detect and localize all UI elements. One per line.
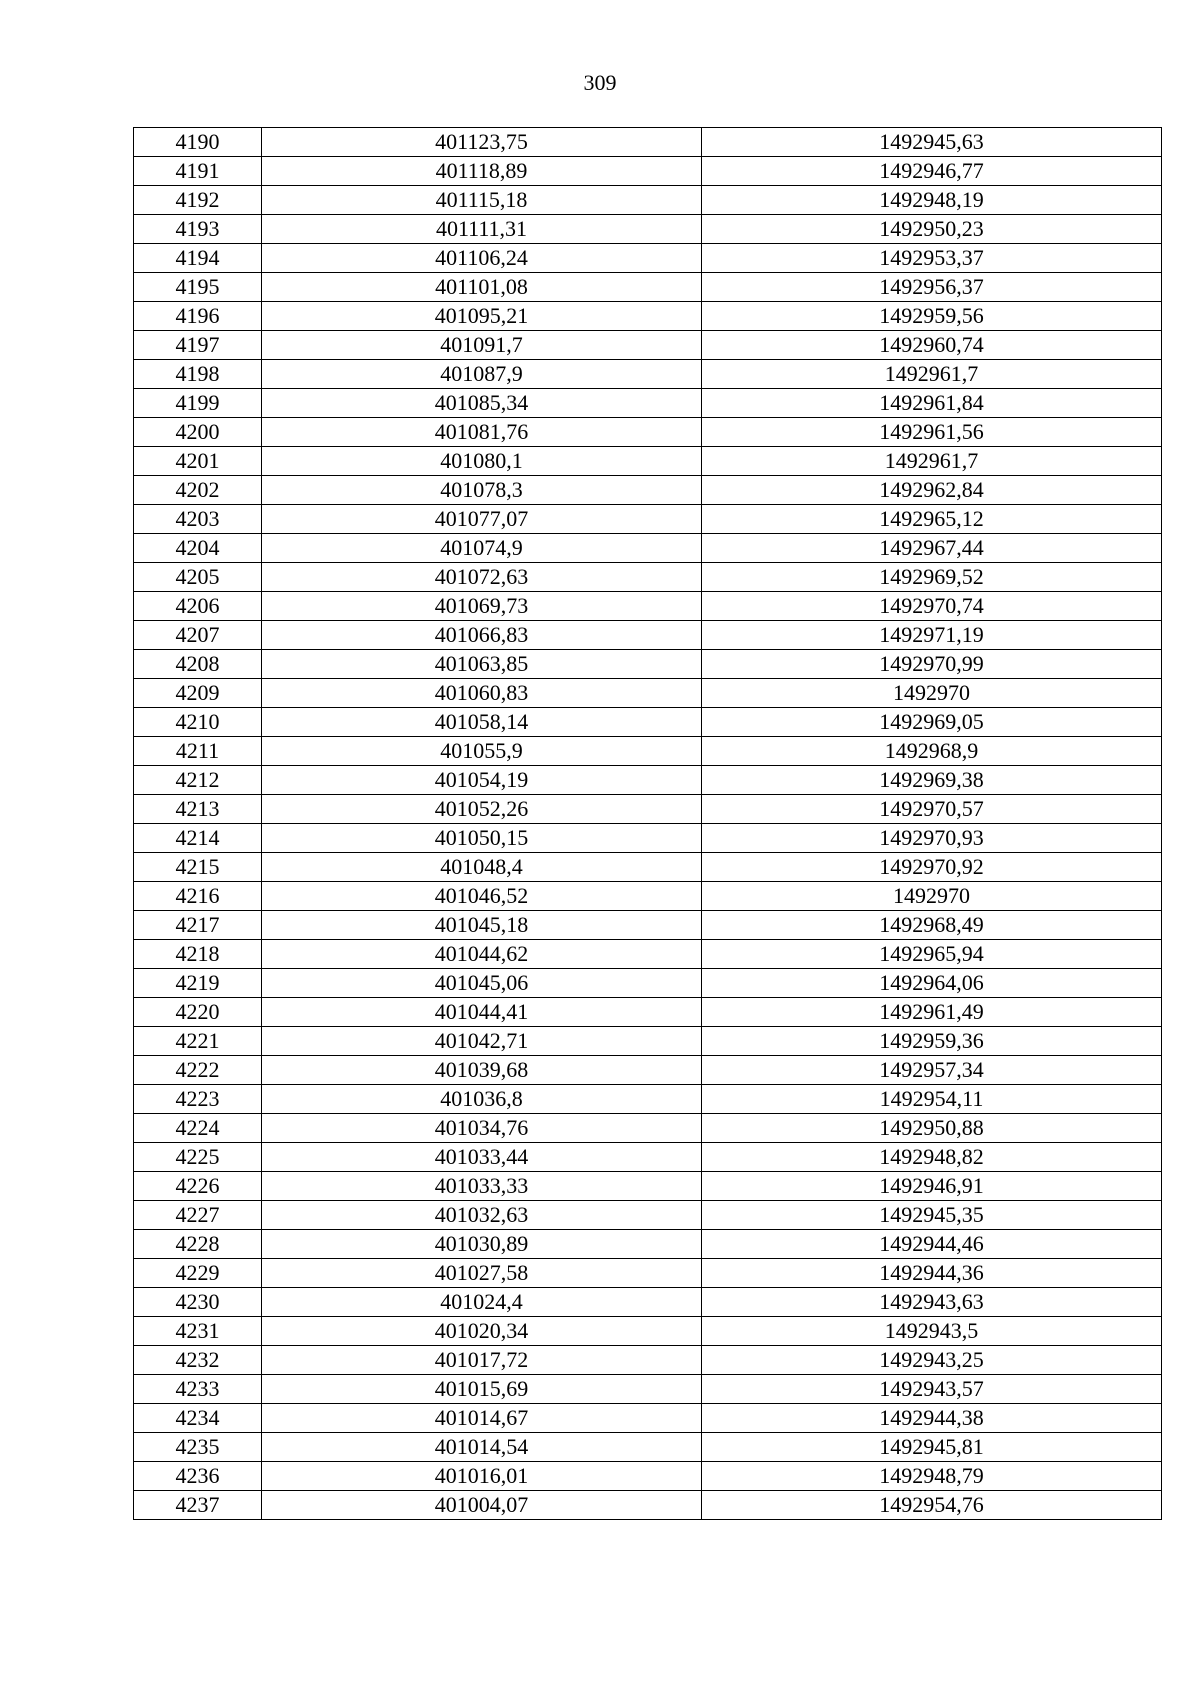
y-coordinate-cell: 1492969,05	[702, 708, 1162, 737]
x-coordinate-cell: 401095,21	[262, 302, 702, 331]
point-number-cell: 4208	[134, 650, 262, 679]
point-number-cell: 4215	[134, 853, 262, 882]
y-coordinate-cell: 1492957,34	[702, 1056, 1162, 1085]
y-coordinate-cell: 1492946,91	[702, 1172, 1162, 1201]
x-coordinate-cell: 401033,44	[262, 1143, 702, 1172]
x-coordinate-cell: 401123,75	[262, 128, 702, 157]
point-number-cell: 4224	[134, 1114, 262, 1143]
x-coordinate-cell: 401069,73	[262, 592, 702, 621]
point-number-cell: 4202	[134, 476, 262, 505]
x-coordinate-cell: 401066,83	[262, 621, 702, 650]
x-coordinate-cell: 401030,89	[262, 1230, 702, 1259]
table-row	[134, 940, 1162, 969]
x-coordinate-cell: 401063,85	[262, 650, 702, 679]
table-row	[134, 853, 1162, 882]
y-coordinate-cell: 1492959,36	[702, 1027, 1162, 1056]
x-coordinate-cell: 401046,52	[262, 882, 702, 911]
table-row	[134, 331, 1162, 360]
point-number-cell: 4199	[134, 389, 262, 418]
x-coordinate-cell: 401045,18	[262, 911, 702, 940]
y-coordinate-cell: 1492948,82	[702, 1143, 1162, 1172]
y-coordinate-cell: 1492954,76	[702, 1491, 1162, 1520]
point-number-cell: 4218	[134, 940, 262, 969]
table-row	[134, 1404, 1162, 1433]
x-coordinate-cell: 401101,08	[262, 273, 702, 302]
x-coordinate-cell: 401017,72	[262, 1346, 702, 1375]
x-coordinate-cell: 401085,34	[262, 389, 702, 418]
table-row	[134, 795, 1162, 824]
y-coordinate-cell: 1492959,56	[702, 302, 1162, 331]
table-row	[134, 998, 1162, 1027]
x-coordinate-cell: 401072,63	[262, 563, 702, 592]
y-coordinate-cell: 1492956,37	[702, 273, 1162, 302]
table-row	[134, 766, 1162, 795]
table-row	[134, 418, 1162, 447]
x-coordinate-cell: 401016,01	[262, 1462, 702, 1491]
x-coordinate-cell: 401044,41	[262, 998, 702, 1027]
point-number-cell: 4231	[134, 1317, 262, 1346]
point-number-cell: 4211	[134, 737, 262, 766]
point-number-cell: 4236	[134, 1462, 262, 1491]
table-row	[134, 1259, 1162, 1288]
y-coordinate-cell: 1492967,44	[702, 534, 1162, 563]
table-row	[134, 505, 1162, 534]
table-row	[134, 1230, 1162, 1259]
point-number-cell: 4222	[134, 1056, 262, 1085]
y-coordinate-cell: 1492969,38	[702, 766, 1162, 795]
table-row	[134, 824, 1162, 853]
y-coordinate-cell: 1492964,06	[702, 969, 1162, 998]
table-row	[134, 911, 1162, 940]
x-coordinate-cell: 401111,31	[262, 215, 702, 244]
page-number: 309	[583, 70, 617, 95]
x-coordinate-cell: 401115,18	[262, 186, 702, 215]
y-coordinate-cell: 1492965,94	[702, 940, 1162, 969]
table-row	[134, 273, 1162, 302]
table-row	[134, 1462, 1162, 1491]
point-number-cell: 4191	[134, 157, 262, 186]
point-number-cell: 4209	[134, 679, 262, 708]
point-number-cell: 4217	[134, 911, 262, 940]
x-coordinate-cell: 401054,19	[262, 766, 702, 795]
y-coordinate-cell: 1492971,19	[702, 621, 1162, 650]
x-coordinate-cell: 401014,67	[262, 1404, 702, 1433]
x-coordinate-cell: 401078,3	[262, 476, 702, 505]
y-coordinate-cell: 1492943,25	[702, 1346, 1162, 1375]
y-coordinate-cell: 1492943,63	[702, 1288, 1162, 1317]
point-number-cell: 4230	[134, 1288, 262, 1317]
point-number-cell: 4213	[134, 795, 262, 824]
x-coordinate-cell: 401039,68	[262, 1056, 702, 1085]
point-number-cell: 4235	[134, 1433, 262, 1462]
table-row	[134, 592, 1162, 621]
table-row	[134, 1143, 1162, 1172]
y-coordinate-cell: 1492970,74	[702, 592, 1162, 621]
y-coordinate-cell: 1492970	[702, 679, 1162, 708]
x-coordinate-cell: 401118,89	[262, 157, 702, 186]
x-coordinate-cell: 401044,62	[262, 940, 702, 969]
y-coordinate-cell: 1492970,93	[702, 824, 1162, 853]
x-coordinate-cell: 401014,54	[262, 1433, 702, 1462]
y-coordinate-cell: 1492961,56	[702, 418, 1162, 447]
table-row	[134, 969, 1162, 998]
point-number-cell: 4203	[134, 505, 262, 534]
y-coordinate-cell: 1492960,74	[702, 331, 1162, 360]
point-number-cell: 4193	[134, 215, 262, 244]
table-row	[134, 650, 1162, 679]
x-coordinate-cell: 401106,24	[262, 244, 702, 273]
table-row	[134, 882, 1162, 911]
point-number-cell: 4196	[134, 302, 262, 331]
table-row	[134, 1027, 1162, 1056]
y-coordinate-cell: 1492943,57	[702, 1375, 1162, 1404]
y-coordinate-cell: 1492945,63	[702, 128, 1162, 157]
point-number-cell: 4226	[134, 1172, 262, 1201]
point-number-cell: 4237	[134, 1491, 262, 1520]
table-row	[134, 1201, 1162, 1230]
x-coordinate-cell: 401036,8	[262, 1085, 702, 1114]
point-number-cell: 4201	[134, 447, 262, 476]
point-number-cell: 4206	[134, 592, 262, 621]
table-row	[134, 186, 1162, 215]
point-number-cell: 4210	[134, 708, 262, 737]
table-row	[134, 1172, 1162, 1201]
table-row	[134, 360, 1162, 389]
y-coordinate-cell: 1492944,46	[702, 1230, 1162, 1259]
table-row	[134, 1114, 1162, 1143]
y-coordinate-cell: 1492970	[702, 882, 1162, 911]
x-coordinate-cell: 401020,34	[262, 1317, 702, 1346]
y-coordinate-cell: 1492961,7	[702, 360, 1162, 389]
y-coordinate-cell: 1492968,49	[702, 911, 1162, 940]
x-coordinate-cell: 401048,4	[262, 853, 702, 882]
x-coordinate-cell: 401087,9	[262, 360, 702, 389]
point-number-cell: 4229	[134, 1259, 262, 1288]
x-coordinate-cell: 401004,07	[262, 1491, 702, 1520]
point-number-cell: 4227	[134, 1201, 262, 1230]
x-coordinate-cell: 401042,71	[262, 1027, 702, 1056]
table-row	[134, 621, 1162, 650]
y-coordinate-cell: 1492945,81	[702, 1433, 1162, 1462]
x-coordinate-cell: 401074,9	[262, 534, 702, 563]
x-coordinate-cell: 401015,69	[262, 1375, 702, 1404]
point-number-cell: 4214	[134, 824, 262, 853]
point-number-cell: 4221	[134, 1027, 262, 1056]
table-row	[134, 1491, 1162, 1520]
table-row	[134, 534, 1162, 563]
table-row	[134, 679, 1162, 708]
y-coordinate-cell: 1492945,35	[702, 1201, 1162, 1230]
x-coordinate-cell: 401058,14	[262, 708, 702, 737]
x-coordinate-cell: 401060,83	[262, 679, 702, 708]
y-coordinate-cell: 1492969,52	[702, 563, 1162, 592]
table-row	[134, 476, 1162, 505]
x-coordinate-cell: 401050,15	[262, 824, 702, 853]
y-coordinate-cell: 1492950,23	[702, 215, 1162, 244]
table-row	[134, 1433, 1162, 1462]
table-row	[134, 737, 1162, 766]
table-row	[134, 128, 1162, 157]
point-number-cell: 4216	[134, 882, 262, 911]
table-row	[134, 215, 1162, 244]
table-row	[134, 708, 1162, 737]
table-row	[134, 1056, 1162, 1085]
y-coordinate-cell: 1492970,92	[702, 853, 1162, 882]
point-number-cell: 4197	[134, 331, 262, 360]
table-row	[134, 447, 1162, 476]
coordinates-table-body	[134, 128, 1162, 1520]
point-number-cell: 4190	[134, 128, 262, 157]
table-row	[134, 1317, 1162, 1346]
x-coordinate-cell: 401091,7	[262, 331, 702, 360]
point-number-cell: 4234	[134, 1404, 262, 1433]
y-coordinate-cell: 1492970,57	[702, 795, 1162, 824]
x-coordinate-cell: 401024,4	[262, 1288, 702, 1317]
x-coordinate-cell: 401027,58	[262, 1259, 702, 1288]
x-coordinate-cell: 401081,76	[262, 418, 702, 447]
point-number-cell: 4192	[134, 186, 262, 215]
x-coordinate-cell: 401052,26	[262, 795, 702, 824]
x-coordinate-cell: 401077,07	[262, 505, 702, 534]
point-number-cell: 4200	[134, 418, 262, 447]
y-coordinate-cell: 1492961,7	[702, 447, 1162, 476]
x-coordinate-cell: 401045,06	[262, 969, 702, 998]
x-coordinate-cell: 401033,33	[262, 1172, 702, 1201]
point-number-cell: 4195	[134, 273, 262, 302]
point-number-cell: 4228	[134, 1230, 262, 1259]
x-coordinate-cell: 401080,1	[262, 447, 702, 476]
coordinates-table	[133, 127, 1162, 1520]
x-coordinate-cell: 401032,63	[262, 1201, 702, 1230]
y-coordinate-cell: 1492954,11	[702, 1085, 1162, 1114]
point-number-cell: 4198	[134, 360, 262, 389]
table-row	[134, 563, 1162, 592]
point-number-cell: 4219	[134, 969, 262, 998]
table-row	[134, 389, 1162, 418]
point-number-cell: 4194	[134, 244, 262, 273]
y-coordinate-cell: 1492948,79	[702, 1462, 1162, 1491]
y-coordinate-cell: 1492948,19	[702, 186, 1162, 215]
y-coordinate-cell: 1492944,36	[702, 1259, 1162, 1288]
y-coordinate-cell: 1492943,5	[702, 1317, 1162, 1346]
x-coordinate-cell: 401034,76	[262, 1114, 702, 1143]
table-row	[134, 302, 1162, 331]
table-row	[134, 244, 1162, 273]
table-row	[134, 1375, 1162, 1404]
y-coordinate-cell: 1492962,84	[702, 476, 1162, 505]
table-row	[134, 157, 1162, 186]
y-coordinate-cell: 1492944,38	[702, 1404, 1162, 1433]
point-number-cell: 4220	[134, 998, 262, 1027]
y-coordinate-cell: 1492950,88	[702, 1114, 1162, 1143]
y-coordinate-cell: 1492953,37	[702, 244, 1162, 273]
table-row	[134, 1085, 1162, 1114]
x-coordinate-cell: 401055,9	[262, 737, 702, 766]
y-coordinate-cell: 1492965,12	[702, 505, 1162, 534]
y-coordinate-cell: 1492961,84	[702, 389, 1162, 418]
point-number-cell: 4204	[134, 534, 262, 563]
y-coordinate-cell: 1492961,49	[702, 998, 1162, 1027]
point-number-cell: 4225	[134, 1143, 262, 1172]
point-number-cell: 4212	[134, 766, 262, 795]
point-number-cell: 4232	[134, 1346, 262, 1375]
y-coordinate-cell: 1492968,9	[702, 737, 1162, 766]
point-number-cell: 4205	[134, 563, 262, 592]
point-number-cell: 4223	[134, 1085, 262, 1114]
point-number-cell: 4233	[134, 1375, 262, 1404]
table-row	[134, 1346, 1162, 1375]
y-coordinate-cell: 1492946,77	[702, 157, 1162, 186]
table-row	[134, 1288, 1162, 1317]
point-number-cell: 4207	[134, 621, 262, 650]
y-coordinate-cell: 1492970,99	[702, 650, 1162, 679]
